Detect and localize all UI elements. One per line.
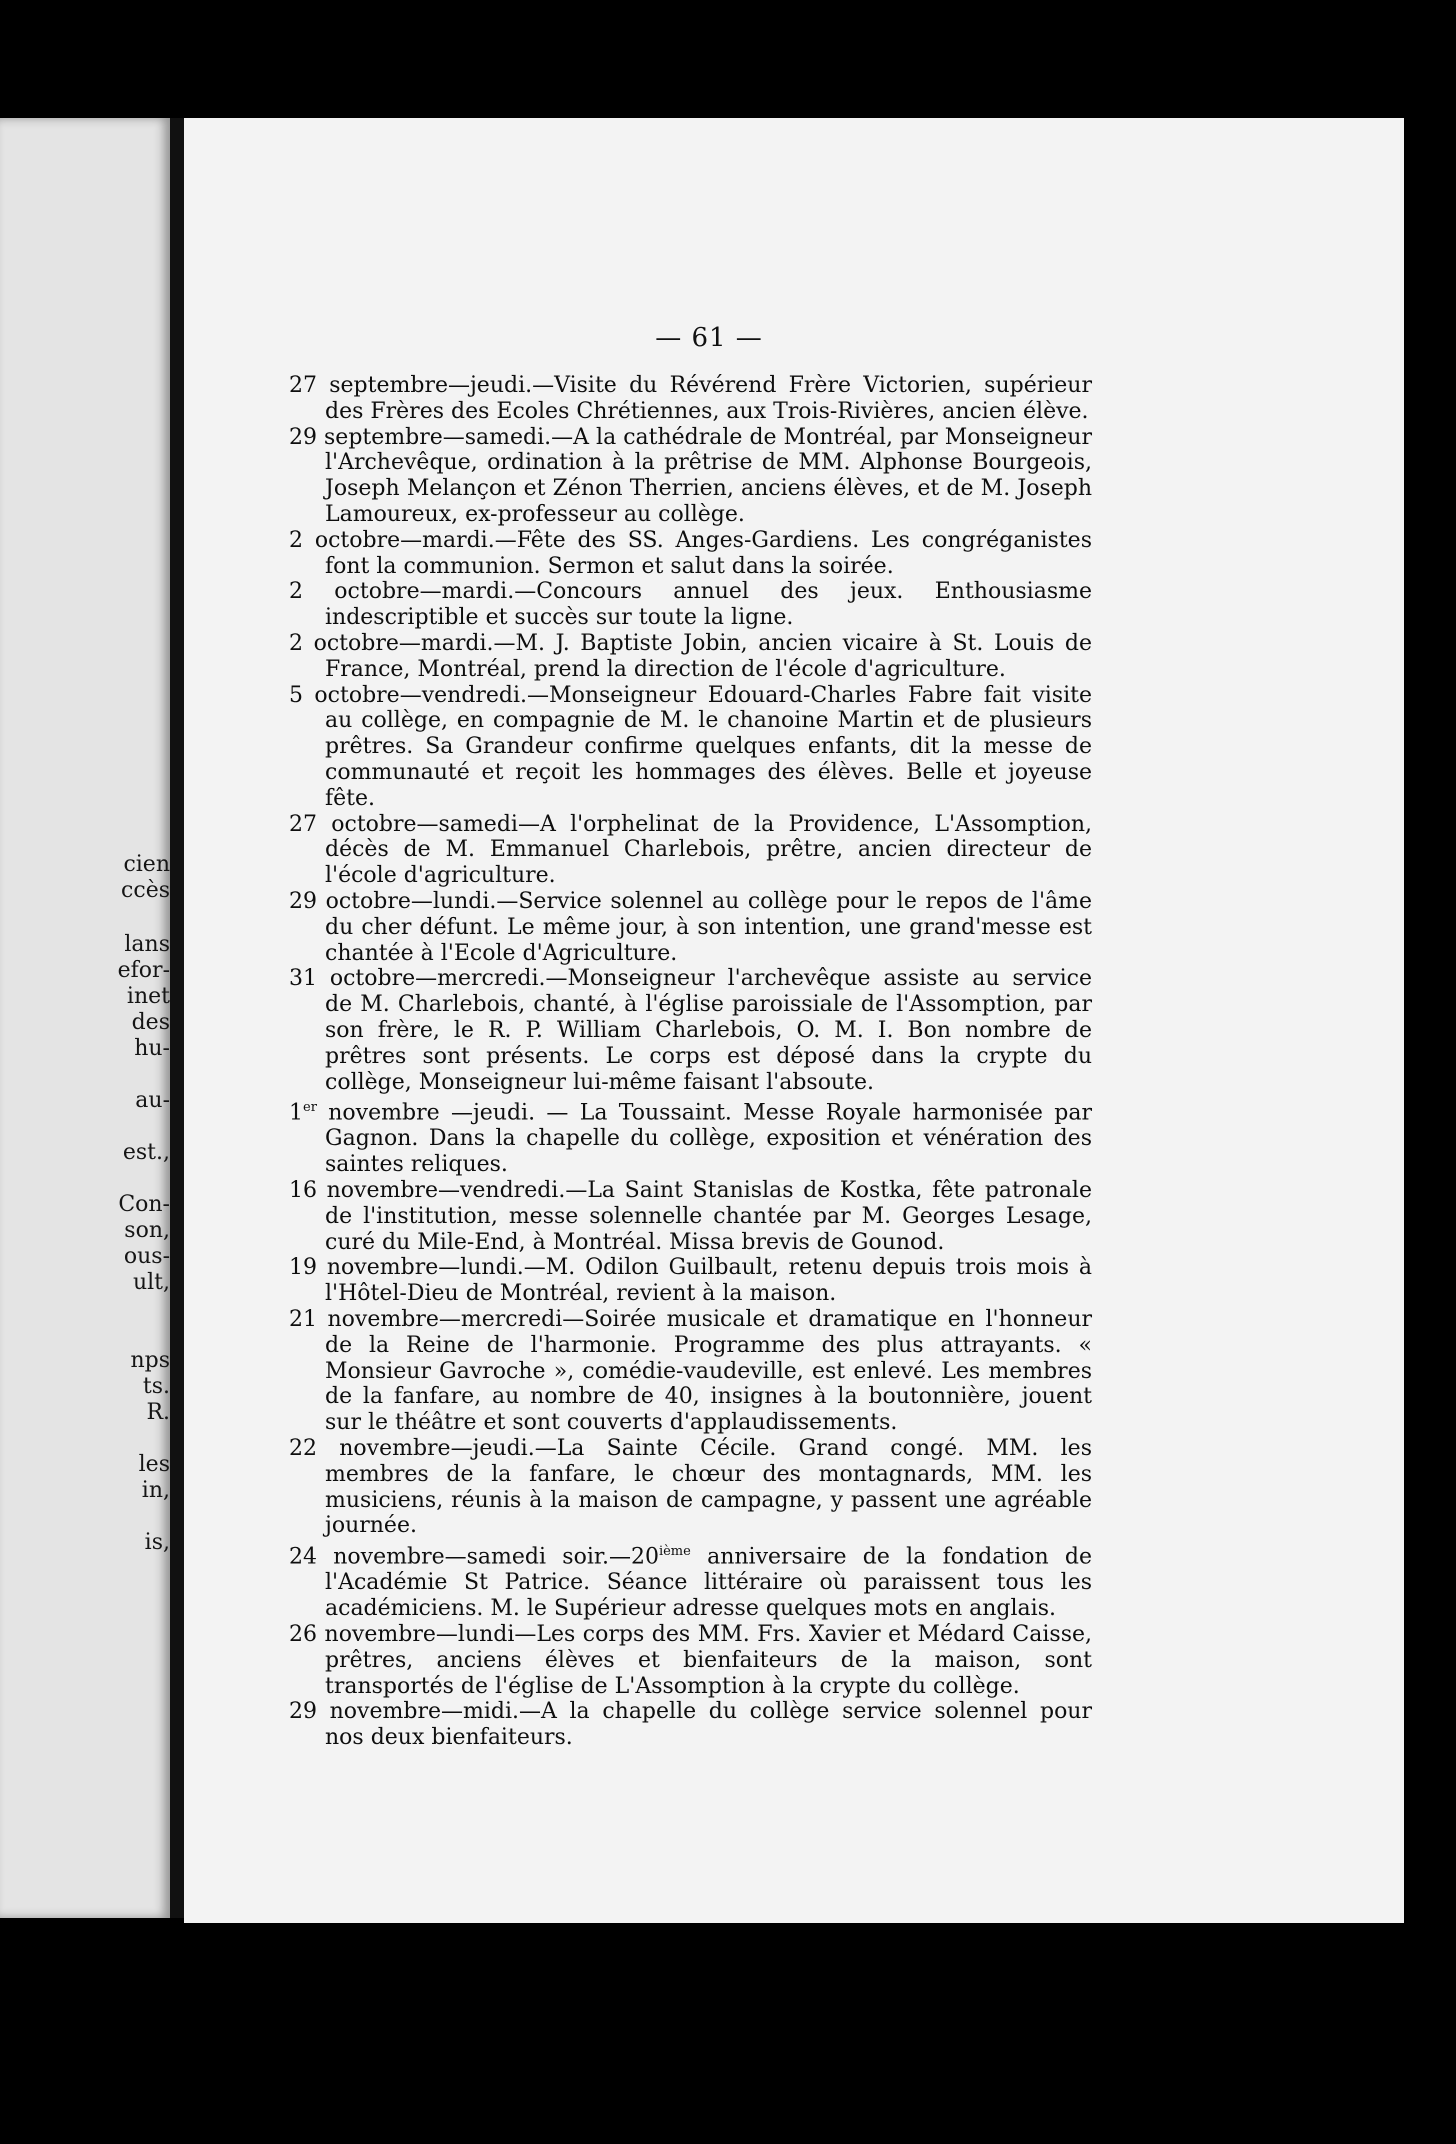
entry-text: 29 novembre—midi.—A la chapelle du collège service solennel pour nos deux bienfaiteurs. [289, 1699, 1092, 1751]
left-page-fragment: ccès [121, 878, 170, 903]
entry-text: novembre —jeudi. — La Toussaint. Messe Royale harmonisée par Gagnon. Dans la chapelle du collège, exposition et vénération des saintes reliques. [316, 1100, 1092, 1178]
left-page-fragment: cien [123, 852, 170, 877]
chronicle-entry [289, 1307, 1092, 1436]
entry-text: 27 septembre—jeudi.—Visite du Révérend Frère Victorien, supérieur des Frères des Ecoles Chrétiennes, aux Trois-Rivières, ancien élève. [289, 373, 1092, 424]
page [184, 118, 1404, 1923]
entry-text: 27 octobre—samedi—A l'orphelinat de la Providence, L'Assomption, décès de M. Emmanuel Charlebois, prêtre, ancien directeur de l'école d'agriculture. [289, 811, 1092, 889]
entry-text: 2 octobre—mardi.—Fête des SS. Anges-Gardiens. Les congréganistes font la communion. Sermon et salut dans la soirée. [289, 527, 1092, 579]
entry-text: 2 octobre—mardi.—Concours annuel des jeux. Enthousiasme indescriptible et succès sur toute la ligne. [289, 579, 1092, 631]
chronicle-entry [289, 425, 1092, 528]
left-page-fragment: is, [144, 1530, 170, 1555]
left-page-fragment: les [138, 1452, 170, 1477]
entry-text: 29 octobre—lundi.—Service solennel au collège pour le repos de l'âme du cher défunt. Le même jour, à son intention, une grand'messe est chantée à l'Ecole d'Agriculture. [289, 888, 1092, 966]
left-page-fragment: in, [141, 1478, 170, 1503]
left-page-edge [0, 118, 170, 1918]
left-page-fragment: des [131, 1010, 170, 1035]
entry-text: 22 novembre—jeudi.—La Sainte Cécile. Grand congé. MM. les membres de la fanfare, le chœur des montagnards, MM. les musiciens, réunis à la maison de campagne, y passent une agréable journée. [289, 1436, 1092, 1539]
chronicle-entry [289, 889, 1092, 966]
left-page-fragment: ult, [132, 1270, 170, 1295]
chronicle-entry [289, 373, 1092, 425]
chronicle-entry [289, 1095, 1092, 1178]
entry-text: 16 novembre—vendredi.—La Saint Stanislas de Kostka, fête patronale de l'institution, messe solennelle chantée par M. Georges Lesage, curé du Mile-End, à Montréal. Missa brevis de Gounod. [289, 1178, 1092, 1255]
entry-text: 5 octobre—vendredi.—Monseigneur Edouard-Charles Fabre fait visite au collège, en compagnie de M. le chanoine Martin et de plusieurs prêtres. Sa Grandeur confirme quelques enfants, dit la messe de communauté et reçoit les hommages des élèves. Belle et joyeuse fête. [289, 682, 1092, 811]
chronicle-entries [289, 373, 1092, 1751]
entry-text: 31 octobre—mercredi.—Monseigneur l'archevêque assiste au service de M. Charlebois, chanté, à l'église paroissiale de l'Assomption, par son frère, le R. P. William Charlebois, O. M. I. Bon nombre de prêtres sont présents. Le corps est déposé dans la crypte du collège, Monseigneur lui-même faisant l'absoute. [289, 966, 1092, 1095]
entry-prefix: 24 novembre—samedi soir.—20 [289, 1544, 659, 1570]
chronicle-entry [289, 1622, 1092, 1699]
left-page-fragment: hu- [134, 1036, 170, 1061]
entry-text: 21 novembre—mercredi—Soirée musicale et dramatique en l'honneur de la Reine de l'harmonie. Programme des plus attrayants. « Monsieur Gavroche », comédie-vaudeville, est enlevé. Les membres de la fanfare, au nombre de 40, insignes à la boutonnière, jouent sur le théâtre et sont couverts d'applaudissements. [289, 1307, 1092, 1436]
left-page-fragment: nps [130, 1348, 170, 1373]
entry-superscript: ième [658, 1544, 691, 1560]
entry-superscript: er [303, 1100, 317, 1116]
left-page-fragment: est., [122, 1140, 170, 1165]
left-page-fragment: efor- [117, 958, 170, 983]
entry-text: 26 novembre—lundi—Les corps des MM. Frs. Xavier et Médard Caisse, prêtres, anciens élèves et bienfaiteurs de la maison, sont transportés de l'église de L'Assomption à la crypte du collège. [289, 1621, 1092, 1699]
chronicle-entry [289, 1436, 1092, 1539]
left-page-fragment: Con- [118, 1192, 170, 1217]
chronicle-entry [289, 1699, 1092, 1751]
chronicle-entry [289, 631, 1092, 683]
entry-text: 2 octobre—mardi.—M. J. Baptiste Jobin, ancien vicaire à St. Louis de France, Montréal, prend la direction de l'école d'agriculture. [289, 630, 1092, 682]
page-number: — 61 — [655, 323, 763, 353]
chronicle-entry [289, 1178, 1092, 1255]
chronicle-entry [289, 1255, 1092, 1307]
chronicle-entry [289, 683, 1092, 812]
entry-prefix: 1 [289, 1100, 303, 1126]
left-page-fragment: son, [124, 1218, 170, 1243]
page-gutter [170, 118, 184, 1918]
left-page-fragment: au- [135, 1088, 170, 1113]
entry-text: anniversaire de la fondation de l'Académie St Patrice. Séance littéraire où paraissent tous les académiciens. M. le Supérieur adresse quelques mots en anglais. [325, 1544, 1092, 1622]
left-page-fragment: ts. [142, 1374, 170, 1399]
left-page-fragment: ous- [123, 1244, 170, 1269]
chronicle-entry [289, 528, 1092, 580]
chronicle-entry [289, 579, 1092, 631]
chronicle-entry [289, 966, 1092, 1095]
left-page-fragment: inet [126, 984, 170, 1009]
left-page-fragment: R. [146, 1400, 170, 1425]
left-page-fragment: lans [124, 932, 170, 957]
entry-text: 19 novembre—lundi.—M. Odilon Guilbault, retenu depuis trois mois à l'Hôtel-Dieu de Montréal, revient à la maison. [289, 1255, 1092, 1307]
chronicle-entry [289, 1539, 1092, 1622]
chronicle-entry [289, 812, 1092, 889]
entry-text: 29 septembre—samedi.—A la cathédrale de Montréal, par Monseigneur l'Archevêque, ordination à la prêtrise de MM. Alphonse Bourgeois, Joseph Melançon et Zénon Therrien, anciens élèves, et de M. Joseph Lamoureux, ex-professeur au collège. [289, 424, 1092, 527]
